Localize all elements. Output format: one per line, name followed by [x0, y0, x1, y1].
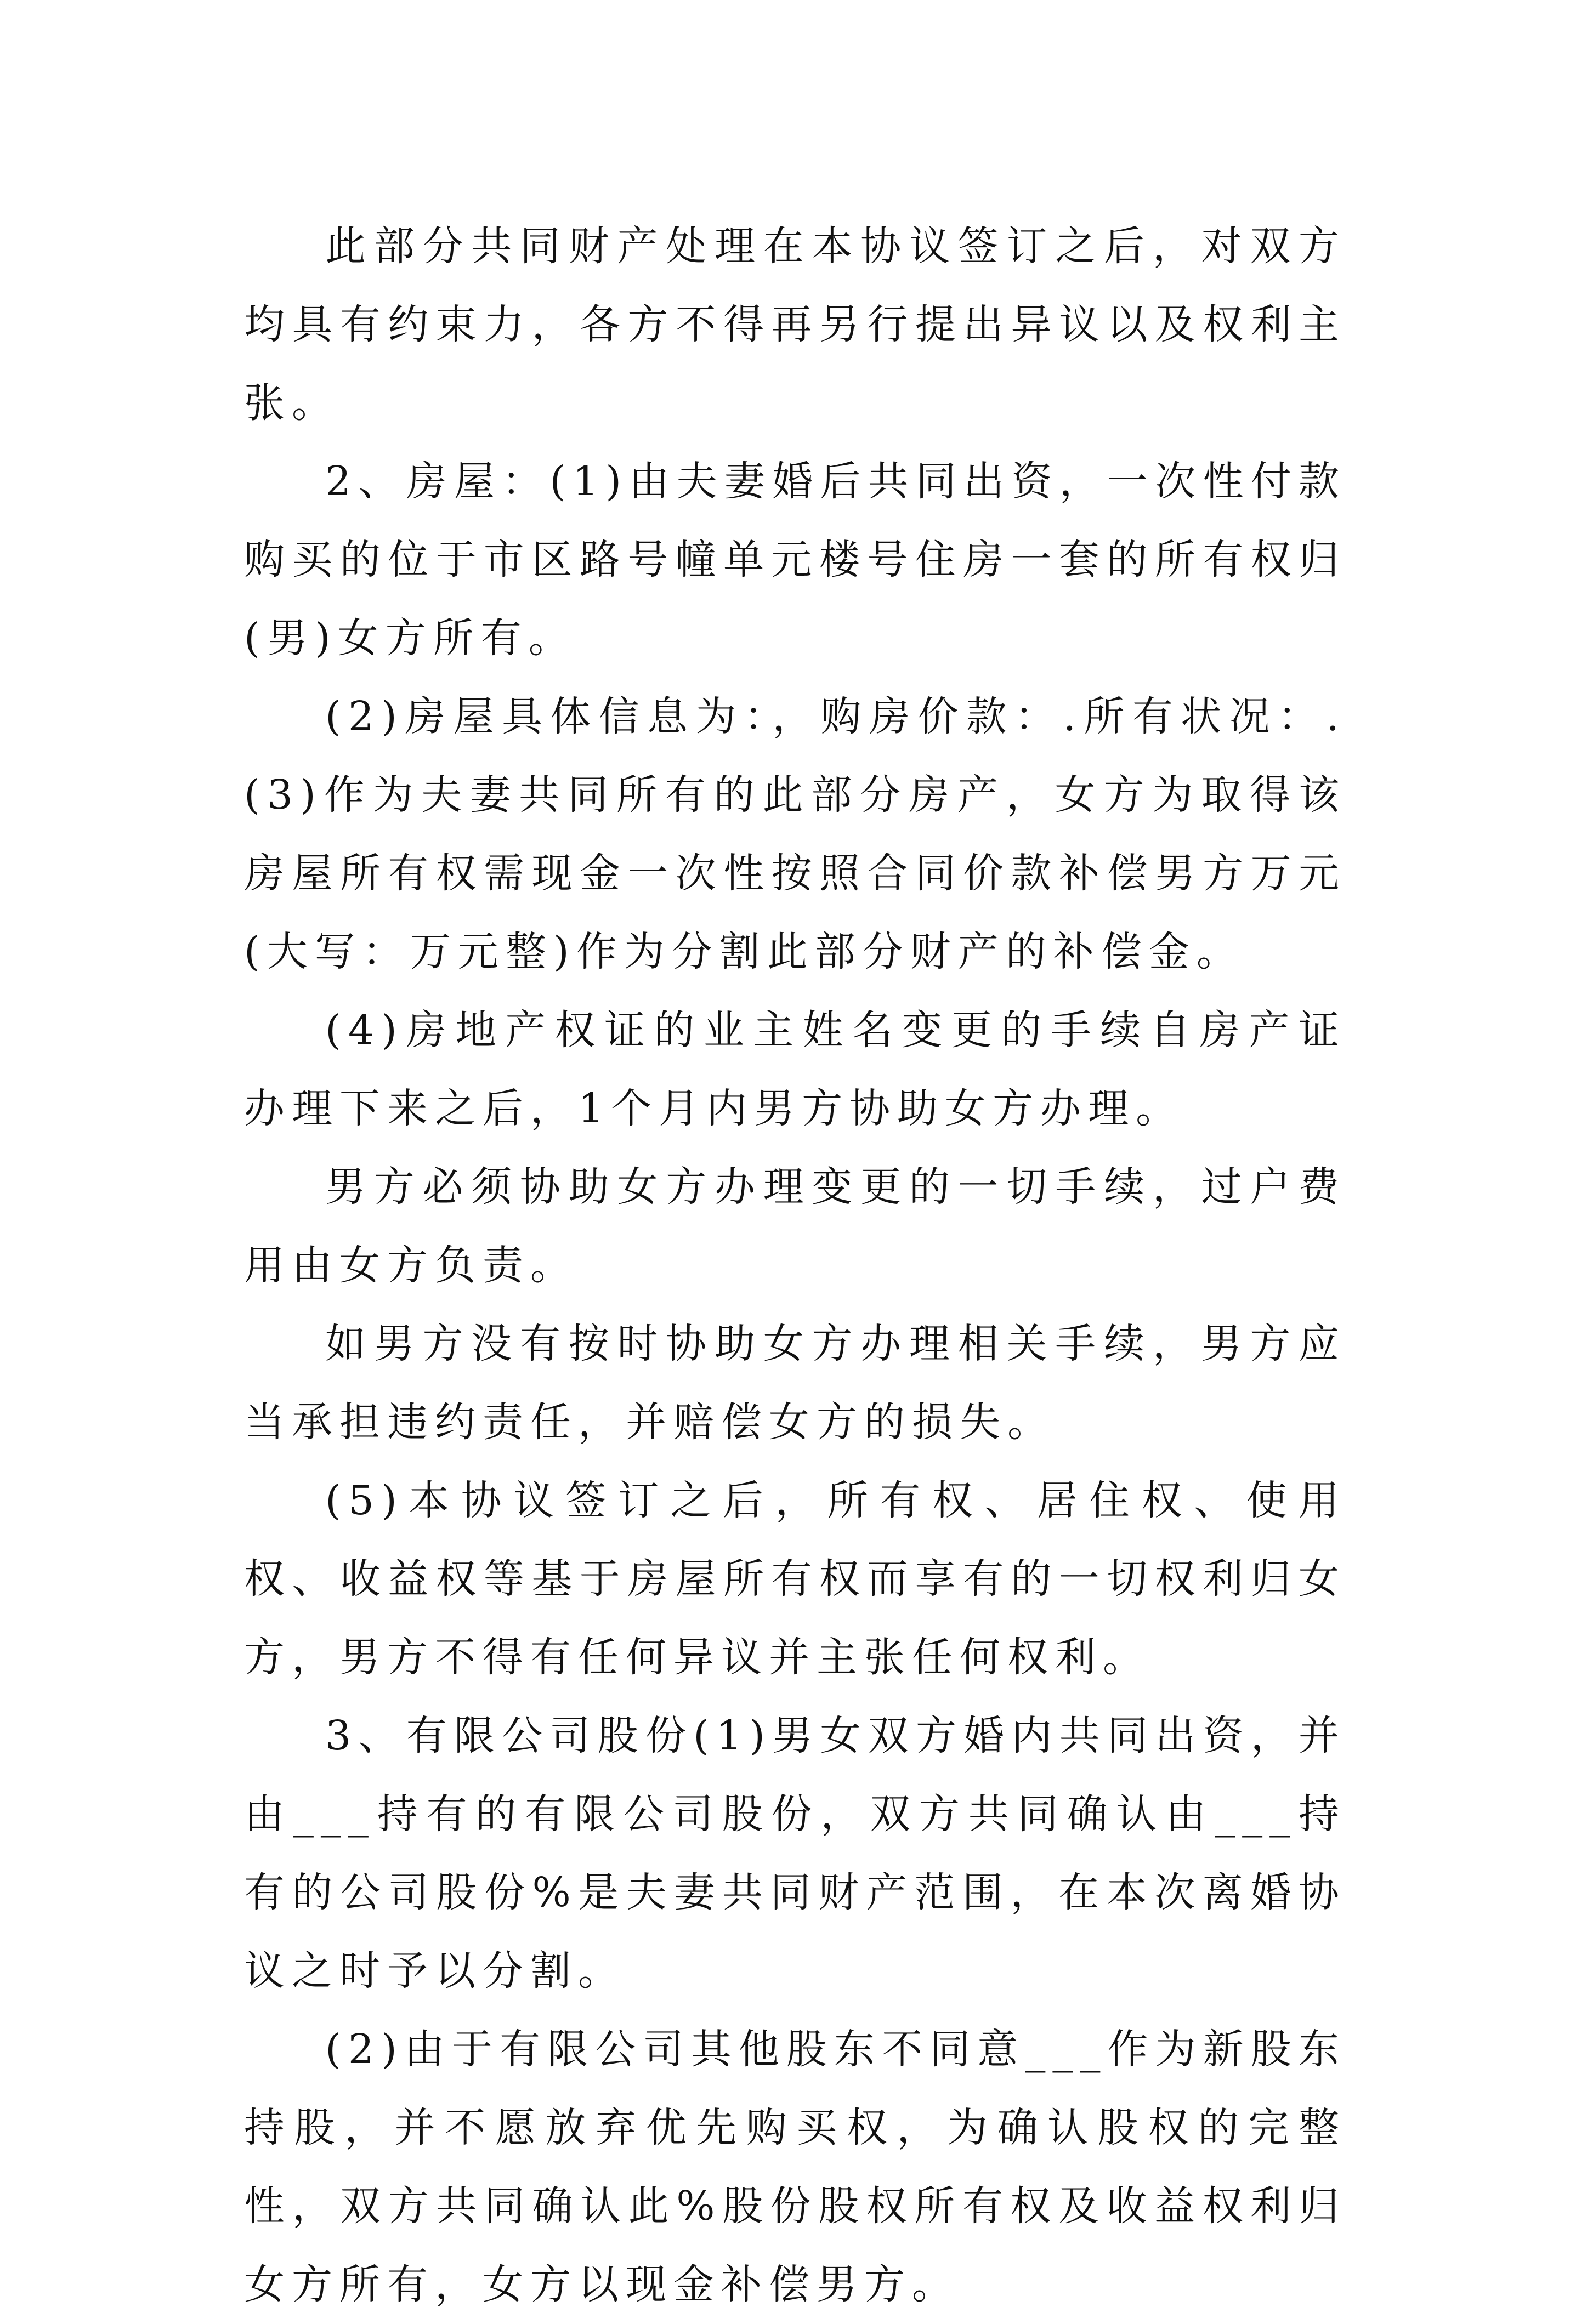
paragraph-company-shares: 3、有限公司股份(1)男女双方婚内共同出资，并由___持有的有限公司股份，双方共同确认由___持有的公司股份%是夫妻共同财产范围，在本次离婚协议之时予以分割。 [244, 1712, 1346, 1995]
paragraph-rights-after-signing: (5)本协议签订之后，所有权、居住权、使用权、收益权等基于房屋所有权而享有的一切权利归女方，男方不得有任何异议并主张任何权利。 [244, 1477, 1346, 1681]
paragraph-house-clause: 2、房屋：(1)由夫妻婚后共同出资，一次性付款购买的位于市区路号幢单元楼号住房一套的所有权归(男)女方所有。 [244, 458, 1346, 662]
paragraph-house-details: (2)房屋具体信息为：，购房价款：.所有状况：.(3)作为夫妻共同所有的此部分房产，女方为取得该房屋所有权需现金一次性按照合同价款补偿男方万元(大写：万元整)作为分割此部分财产的补偿金。 [244, 693, 1346, 975]
paragraph-breach-liability: 如男方没有按时协助女方办理相关手续，男方应当承担违约责任，并赔偿女方的损失。 [244, 1320, 1346, 1446]
paragraph-property-binding: 此部分共同财产处理在本协议签订之后，对双方均具有约束力，各方不得再另行提出异议以及权利主张。 [244, 223, 1346, 427]
paragraph-title-transfer: (4)房地产权证的业主姓名变更的手续自房产证办理下来之后，1个月内男方协助女方办理。 [244, 1007, 1346, 1132]
paragraph-shareholder-consent: (2)由于有限公司其他股东不同意___作为新股东持股，并不愿放弃优先购买权，为确认股权的完整性，双方共同确认此%股份股权所有权及收益权利归女方所有，女方以现金补偿男方。 [244, 2026, 1346, 2308]
document-body [244, 207, 1346, 2324]
paragraph-transfer-fees: 男方必须协助女方办理变更的一切手续，过户费用由女方负责。 [244, 1163, 1346, 1289]
